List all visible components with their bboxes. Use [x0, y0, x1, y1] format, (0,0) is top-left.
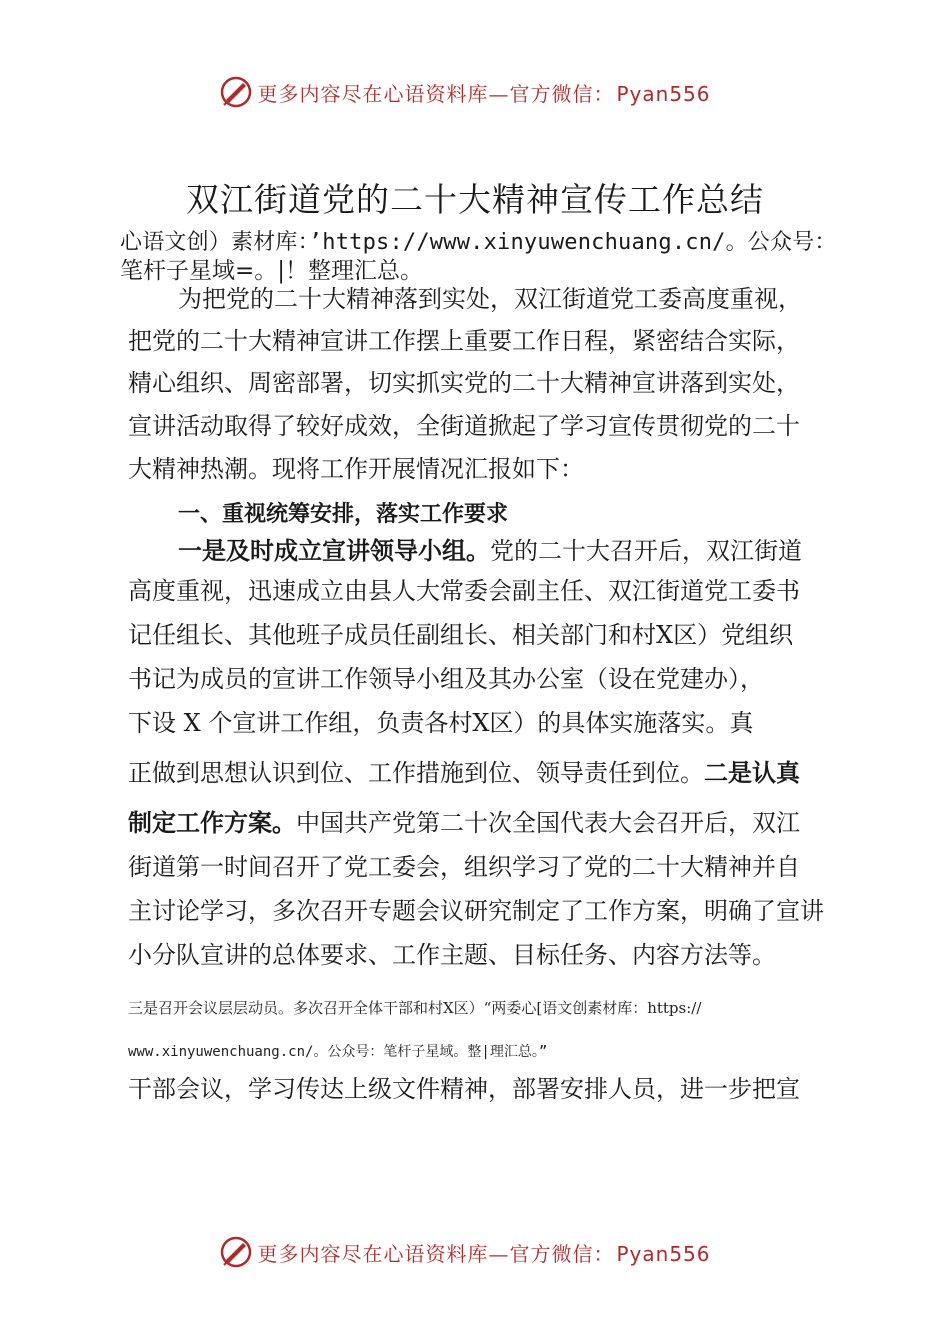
- source-line-2: 笔杆子星域=。|！整理汇总。: [120, 258, 424, 284]
- paragraph-line: [128, 758, 800, 788]
- section-heading: 一、重视统筹安排，落实工作要求: [178, 502, 509, 527]
- pen-circle-logo-icon: [219, 1235, 253, 1269]
- paragraph-line: 为把党的二十大精神落到实处，双江街道党工委高度重视，: [178, 285, 802, 313]
- lead-bold: 二是认真: [704, 759, 800, 787]
- paragraph-line: 书记为成员的宣讲工作领导小组及其办公室（设在党建办），: [128, 665, 764, 693]
- paragraph-line: 街道第一时间召开了党工委会，组织学习了党的二十大精神并自: [128, 853, 800, 881]
- source-line-1: 心语文创）素材库：’https://www.xinyuwenchuang.cn/。公众号：: [120, 230, 837, 255]
- lead-text: 中国共产党第二十次全国代表大会召开后，双江: [296, 809, 800, 837]
- watermark-text: 更多内容尽在心语资料库—官方微信： Pyan556: [257, 81, 711, 106]
- lead-text: 党的二十大召开后，双江街道: [490, 537, 802, 565]
- watermark-banner-top: [0, 72, 950, 112]
- watermark-text: 更多内容尽在心语资料库—官方微信： Pyan556: [257, 1241, 711, 1266]
- paragraph-line: 下设 X 个宣讲工作组，负责各村X区）的具体实施落实。真: [128, 709, 754, 737]
- paragraph-lead: [178, 536, 802, 566]
- paragraph-line: 主讨论学习，多次召开专题会议研究制定了工作方案，明确了宣讲: [128, 897, 824, 925]
- paragraph-line: 记任组长、其他班子成员任副组长、相关部门和村X区）党组织: [128, 621, 794, 649]
- paragraph-line: 小分队宣讲的总体要求、工作主题、目标任务、内容方法等。: [128, 941, 776, 969]
- line-text: 正做到思想认识到位、工作措施到位、领导责任到位。: [128, 759, 704, 787]
- small-text-line: 三是召开会议层层动员。多次召开全体干部和村X区）“两委心[语文创素材库：https://: [128, 999, 702, 1017]
- watermark-banner-bottom: [0, 1232, 950, 1272]
- paragraph-line: 大精神热潮。现将工作开展情况汇报如下：: [128, 455, 584, 483]
- paragraph-line: 把党的二十大精神宣讲工作摆上重要工作日程，紧密结合实际，: [128, 327, 800, 355]
- lead-bold: 一是及时成立宣讲领导小组。: [178, 537, 490, 565]
- pen-circle-logo-icon: [219, 75, 253, 109]
- paragraph-line: 高度重视，迅速成立由县人大常委会副主任、双江街道党工委书: [128, 577, 800, 605]
- paragraph-line: 精心组织、周密部署，切实抓实党的二十大精神宣讲落到实处，: [128, 369, 800, 397]
- paragraph-line: 干部会议，学习传达上级文件精神，部署安排人员，进一步把宣: [128, 1075, 800, 1103]
- lead-bold: 制定工作方案。: [128, 809, 296, 837]
- small-text-line: www.xinyuwenchuang.cn/。公众号：笔杆子星域。整|理汇总。”: [128, 1044, 548, 1060]
- paragraph-lead: [128, 808, 800, 838]
- paragraph-line: 宣讲活动取得了较好成效，全街道掀起了学习宣传贯彻党的二十: [128, 412, 800, 440]
- document-title: 双江街道党的二十大精神宣传工作总结: [186, 180, 764, 219]
